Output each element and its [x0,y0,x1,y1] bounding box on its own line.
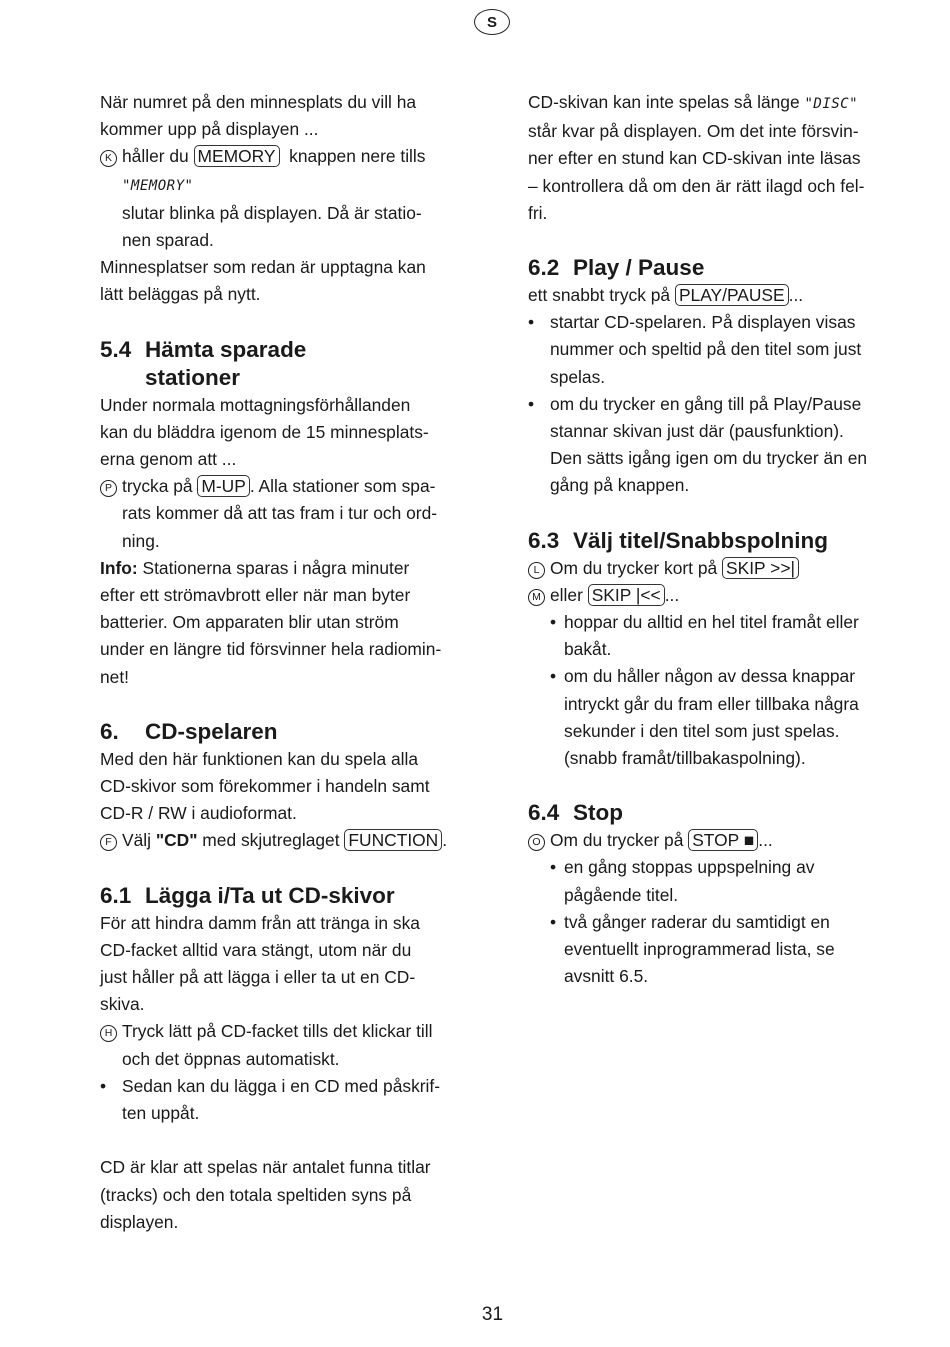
skip-forward-key: SKIP >>| [722,557,799,579]
info-paragraph: batterier. Om apparaten blir utan ström [100,612,399,633]
step-marker-m: M [528,589,545,606]
paragraph: CD-skivan kan inte spelas så länge "DISC" [528,92,859,112]
step-k: K håller du MEMORY knappen nere tills [100,143,462,170]
step-marker-f: F [100,834,117,851]
paragraph: Under normala mottagningsförhållanden [100,394,411,415]
bullet-item-cont: avsnitt 6.5. [564,966,649,987]
paragraph: lätt beläggas på nytt. [100,284,261,305]
step-o: O Om du trycker på STOP ■ ... [528,827,890,854]
paragraph: skiva. [100,994,145,1015]
skip-back-key: SKIP |<< [588,584,665,606]
paragraph: CD-skivor som förekommer i handeln samt [100,776,430,797]
page-number: 31 [481,1304,504,1325]
bullet-item-cont: stannar skivan just där (pausfunktion). [550,421,844,442]
language-code: S [486,13,497,31]
bullet-item-cont: sekunder i den titel som just spelas. [564,720,840,741]
bullet-item-cont: Den sätts igång igen om du trycker än en [550,448,868,469]
heading-5-4: 5.4 Hämta sparade stationer [100,336,307,390]
bullet-item: • två gånger raderar du samtidigt en [550,911,830,932]
step-marker-p: P [100,480,117,497]
step-p-cont: ning. [122,530,160,551]
bullet-item-cont: spelas. [550,366,606,387]
step-k-cont: nen sparad. [122,230,214,251]
paragraph: står kvar på displayen. Om det inte försvin- [528,121,859,142]
step-marker-k: K [100,150,117,167]
step-h: H Tryck lätt på CD-facket tills det klickar till [100,1018,462,1045]
heading-6-3: 6.3 Välj titel/Snabbspolning [528,527,829,553]
paragraph: Med den här funktionen kan du spela alla [100,748,419,769]
paragraph: kan du bläddra igenom de 15 minnesplats- [100,421,429,442]
m-up-key: M-UP [197,475,249,497]
language-badge [474,9,510,35]
step-marker-h: H [100,1025,117,1042]
lcd-text [100,171,462,200]
bullet-item: • en gång stoppas uppspelning av [550,857,815,878]
bullet-item-cont: nummer och speltid på den titel som just [550,339,862,360]
info-label: Info: [100,557,138,578]
bullet-item-cont: ten uppåt. [122,1103,200,1124]
bullet-item: • Sedan kan du lägga i en CD med påskrif- [100,1075,441,1096]
step-m: M eller SKIP |<< ... [528,582,890,609]
paragraph: kommer upp på displayen ... [100,119,319,140]
memory-key: MEMORY [194,145,280,167]
step-p: P trycka på M-UP . Alla stationer som spa- [100,473,462,500]
paragraph: – kontrollera då om den är rätt ilagd och fel- [528,175,865,196]
paragraph: CD är klar att spelas när antalet funna titlar [100,1157,431,1178]
bullet-item-cont: intryckt går du fram eller tillbaka några [564,693,859,714]
bullet-item: • om du trycker en gång till på Play/Pause [528,393,862,414]
lcd-disc: "DISC" [804,96,859,112]
paragraph: ner efter en stund kan CD-skivan inte läsas [528,148,861,169]
bullet-item-cont: pågående titel. [564,884,679,905]
bullet-item: • om du håller någon av dessa knappar [550,666,856,687]
left-column [100,89,462,1236]
bullet-item-cont: eventuellt inprogrammerad lista, se [564,939,835,960]
info-paragraph: Info: Stationerna sparas i några minuter [100,557,410,578]
step-k-cont: slutar blinka på displayen. Då är statio- [122,202,422,223]
heading-6-2: 6.2 Play / Pause [528,255,705,281]
info-paragraph: efter ett strömavbrott eller när man byter [100,585,411,606]
paragraph: just håller på att lägga i eller ta ut en CD- [100,967,416,988]
heading-6-4: 6.4 Stop [528,800,623,826]
paragraph: När numret på den minnesplats du vill ha [100,92,417,112]
lcd-memory: "MEMORY" [122,177,194,194]
info-paragraph: under en längre tid försvinner hela radiomin- [100,639,442,660]
info-paragraph: net! [100,666,130,687]
paragraph: ett snabbt tryck på PLAY/PAUSE ... [528,285,804,306]
bullet-item-cont: gång på knappen. [550,475,690,496]
heading-6: 6. CD-spelaren [100,718,278,744]
step-h-cont: och det öppnas automatiskt. [122,1048,340,1069]
step-p-cont: rats kommer då att tas fram i tur och ord- [122,503,438,524]
paragraph: (tracks) och den totala speltiden syns på [100,1184,412,1205]
step-marker-o: O [528,834,545,851]
heading-6-1: 6.1 Lägga i/Ta ut CD-skivor [100,882,395,908]
step-marker-l: L [528,562,545,579]
paragraph: fri. [528,202,548,223]
bullet-item: • hoppar du alltid en hel titel framåt eller [550,612,859,633]
step-f: F Välj "CD" med skjutreglaget FUNCTION . [100,827,462,854]
paragraph: För att hindra damm från att tränga in ska [100,912,420,933]
step-l: L Om du trycker kort på SKIP >>| [528,555,890,582]
play-pause-key: PLAY/PAUSE [675,284,789,306]
bullet-item: • startar CD-spelaren. På displayen visas [528,312,856,333]
paragraph: Minnesplatser som redan är upptagna kan [100,257,426,278]
bullet-item-cont: (snabb framåt/tillbakaspolning). [564,748,806,769]
bullet-item-cont: bakåt. [564,639,612,660]
function-key: FUNCTION [344,829,442,851]
paragraph: displayen. [100,1211,179,1232]
right-column [528,89,890,990]
stop-key: STOP ■ [688,829,758,851]
paragraph: erna genom att ... [100,449,237,470]
paragraph: CD-R / RW i audioformat. [100,803,297,824]
paragraph: CD-facket alltid vara stängt, utom när du [100,939,412,960]
